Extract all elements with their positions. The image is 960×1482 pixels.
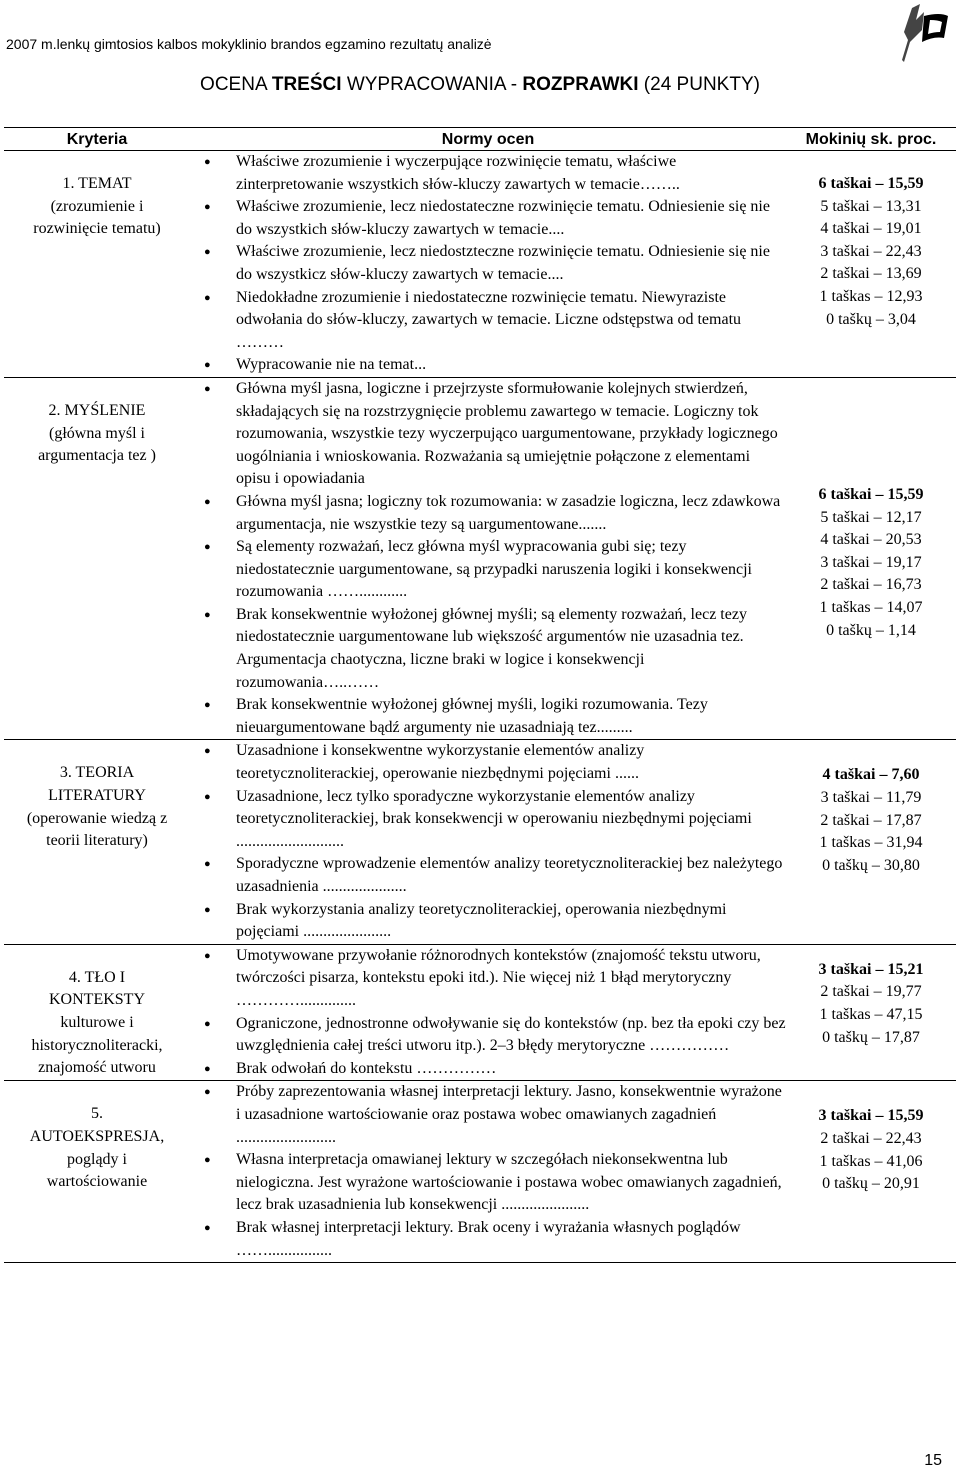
criterion-line: 5. — [91, 1105, 103, 1123]
scores-cell — [786, 377, 956, 740]
score-line: 2 taškai – 16,73 — [820, 576, 922, 594]
list-item: ● Główna myśl jasna, logiczne i przejrzyste sformułowanie kolejnych stwierdzeń, składających się na rozstrzygnięcie problemu zawartego w temacie. Logiczny tok rozumowania, wszystkie tezy wyczerpująco uargumentowane, przykłady logicznego uogólniania i wnioskowania. Rozważania są umiejętnie połączone z elementami opisu i opowiadania — [190, 378, 786, 491]
list-item: ● Właściwe zrozumienie i wyczerpujące rozwinięcie tematu, właściwe zinterpretowanie wszystkich słów-kluczy zawartych w temacie…….. — [190, 151, 786, 196]
criterion-cell — [4, 740, 190, 944]
score-line: 3 taškai – 11,79 — [820, 789, 922, 807]
norms-cell — [190, 944, 786, 1081]
score-line: 1 taškas – 41,06 — [819, 1152, 923, 1170]
criterion-line: rozwinięcie tematu) — [33, 220, 161, 238]
list-item: ● Sporadyczne wprowadzenie elementów analizy teoretycznoliterackiej bez należytego uzasadnienia ..................... — [190, 853, 786, 898]
criterion-line: teorii literatury) — [46, 832, 148, 850]
score-line: 0 taškų – 17,87 — [822, 1028, 920, 1046]
score-line: 3 taškai – 15,21 — [818, 960, 924, 978]
norms-list — [190, 378, 786, 740]
column-header-percent: Mokinių sk. proc. — [786, 128, 956, 151]
table-row — [4, 740, 956, 944]
list-item: ● Umotywowane przywołanie różnorodnych kontekstów (znajomość tekstu utworu, twórczości pisarza, kontekstu epoki itd.). Nie więcej niż 1 błąd merytoryczny ………….............. — [190, 945, 786, 1013]
score-line: 5 taškai – 13,31 — [820, 197, 922, 215]
criteria-table — [4, 127, 956, 1263]
criterion-line: wartościowanie — [46, 1173, 148, 1191]
criterion-line: kulturowe i — [60, 1013, 134, 1031]
criterion-cell — [4, 377, 190, 740]
list-item: ● Ograniczone, jednostronne odwoływanie się do kontekstów (np. bez tła epoki czy bez uwzględnienia całej treści utworu itp.). 2–3 błędy merytoryczne …………… — [190, 1013, 786, 1058]
list-item: ● Wypracowanie nie na temat... — [190, 354, 786, 377]
score-line: 2 taškai – 19,77 — [820, 983, 922, 1001]
page-number: 15 — [924, 1452, 942, 1469]
quill-logo-icon — [890, 2, 950, 64]
list-item: ● Uzasadnione i konsekwentne wykorzystanie elementów analizy teoretycznoliterackiej, operowanie niezbędnymi pojęciami ...... — [190, 740, 786, 785]
criterion-cell — [4, 151, 190, 378]
criterion-line: historycznoliteracki, — [31, 1036, 163, 1054]
scores-cell — [786, 151, 956, 378]
score-line: 0 taškų – 30,80 — [822, 856, 920, 874]
norms-cell — [190, 151, 786, 378]
criterion-line: znajomość utworu — [38, 1059, 156, 1077]
scores-cell — [786, 740, 956, 944]
criterion-line: 1. TEMAT — [62, 175, 132, 192]
score-line: 6 taškai – 15,59 — [818, 485, 924, 503]
score-line: 3 taškai – 15,59 — [818, 1107, 924, 1125]
score-line: 0 taškų – 1,14 — [826, 621, 916, 639]
table-row — [4, 1081, 956, 1263]
norms-list — [190, 1081, 786, 1262]
norms-list — [190, 151, 786, 377]
norms-list — [190, 740, 786, 943]
list-item: ● Brak własnej interpretacji lektury. Brak oceny i wyrażania własnych poglądów ……................ — [190, 1217, 786, 1262]
score-line: 1 taškas – 31,94 — [819, 834, 923, 852]
criterion-cell — [4, 944, 190, 1081]
norms-cell — [190, 1081, 786, 1263]
norms-list — [190, 945, 786, 1081]
score-line: 1 taškas – 14,07 — [819, 598, 923, 616]
list-item: ● Własna interpretacja omawianej lektury w szczegółach niekonsekwentna lub nielogiczna. Jest wyrażone wartościowanie i postawa wobec omawianych zagadnień, lecz brak uzasadnienia lub konsekwencji ...................... — [190, 1149, 786, 1217]
scores-cell — [786, 1081, 956, 1263]
criterion-line: (operowanie wiedzą z — [26, 809, 168, 827]
criterion-line: KONTEKSTY — [49, 991, 145, 1009]
scores-cell — [786, 944, 956, 1081]
criterion-line: argumentacja tez ) — [38, 447, 156, 465]
list-item: ● Główna myśl jasna; logiczny tok rozumowania: w zasadzie logiczna, lecz zdawkowa argumentacja, nie wszystkie tezy są uargumentowane....... — [190, 491, 786, 536]
score-line: 0 taškų – 3,04 — [826, 310, 916, 328]
score-line: 4 taškai – 20,53 — [820, 531, 922, 549]
column-header-norms: Normy ocen — [190, 128, 786, 151]
list-item: ● Uzasadnione, lecz tylko sporadyczne wykorzystanie elementów analizy teoretycznoliterackiej, brak konsekwencji w operowaniu niezbędnymi pojęciami ........................... — [190, 786, 786, 854]
list-item: ● Brak wykorzystania analizy teoretycznoliterackiej, operowania niezbędnymi pojęciami ...................... — [190, 899, 786, 944]
score-line: 4 taškai – 19,01 — [820, 220, 922, 238]
score-line: 2 taškai – 22,43 — [820, 1129, 922, 1147]
criterion-line: 2. MYŚLENIE — [48, 401, 146, 419]
score-line: 3 taškai – 22,43 — [820, 242, 922, 260]
running-header: 2007 m.lenkų gimtosios kalbos mokyklinio brandos egzamino rezultatų analizė — [6, 36, 492, 52]
table-row — [4, 944, 956, 1081]
list-item: ● Właściwe zrozumienie, lecz niedostzteczne rozwinięcie tematu. Odniesienie się nie do wszystkicz słów-kluczy zawartych w temacie.... — [190, 241, 786, 286]
criterion-cell — [4, 1081, 190, 1263]
score-line: 1 taškas – 47,15 — [819, 1005, 923, 1023]
score-line: 6 taškai – 15,59 — [818, 175, 924, 192]
score-line: 4 taškai – 7,60 — [822, 766, 920, 784]
list-item: ● Są elementy rozważań, lecz główna myśl wypracowania gubi się; tezy niedostatecznie uargumentowane, są przypadki naruszenia logiki i konsekwencji rozumowania ……............ — [190, 536, 786, 604]
column-header-criteria: Kryteria — [4, 128, 190, 151]
list-item: ● Właściwe zrozumienie, lecz niedostateczne rozwinięcie tematu. Odniesienie się nie do wszystkich słów-kluczy zawartych w temacie.... — [190, 196, 786, 241]
list-item: ● Brak konsekwentnie wyłożonej głównej myśli; są elementy rozważań, lecz tezy niedostatecznie uargumentowane lub większość argumentów nie uzasadnia tez. Argumentacja chaotyczna, liczne braki w logice i konsekwencji rozumowania…..…… — [190, 604, 786, 694]
score-line: 3 taškai – 19,17 — [820, 553, 922, 571]
criterion-line: (zrozumienie i — [50, 197, 144, 215]
list-item: ● Niedokładne zrozumienie i niedostateczne rozwinięcie tematu. Niewyraziste odwołania do słów-kluczy, zawartych w temacie. Liczne odstępstwa od tematu ……… — [190, 287, 786, 355]
table-header-row — [4, 128, 956, 151]
criterion-line: 4. TŁO I — [68, 968, 126, 986]
score-line: 5 taškai – 12,17 — [820, 508, 922, 526]
criterion-line: AUTOEKSPRESJA, — [29, 1127, 165, 1145]
list-item: ● Próby zaprezentowania własnej interpretacji lektury. Jasno, konsekwentnie wyrażone i uzasadnione wartościowanie oraz postawa wobec omawianych zagadnień ......................... — [190, 1081, 786, 1149]
criterion-line: poglądy i — [67, 1150, 127, 1168]
list-item: ● Brak odwołań do kontekstu …………… — [190, 1058, 786, 1081]
norms-cell — [190, 377, 786, 740]
score-line: 0 taškų – 20,91 — [822, 1175, 920, 1193]
score-line: 2 taškai – 13,69 — [820, 265, 922, 283]
score-line: 1 taškas – 12,93 — [819, 287, 923, 305]
norms-cell — [190, 740, 786, 944]
criterion-line: (główna myśl i — [49, 424, 145, 442]
table-row — [4, 377, 956, 740]
document-title: OCENA TREŚCI WYPRACOWANIA - ROZPRAWKI (24 PUNKTY) — [200, 74, 760, 95]
list-item: ● Brak konsekwentnie wyłożonej głównej myśli, logiki rozumowania. Tezy nieuargumentowane bądź argumenty nie uzasadniają tez......... — [190, 694, 786, 739]
criterion-line: LITERATURY — [48, 787, 146, 805]
criterion-line: 3. TEORIA — [59, 764, 135, 782]
table-row — [4, 151, 956, 378]
score-line: 2 taškai – 17,87 — [820, 811, 922, 829]
